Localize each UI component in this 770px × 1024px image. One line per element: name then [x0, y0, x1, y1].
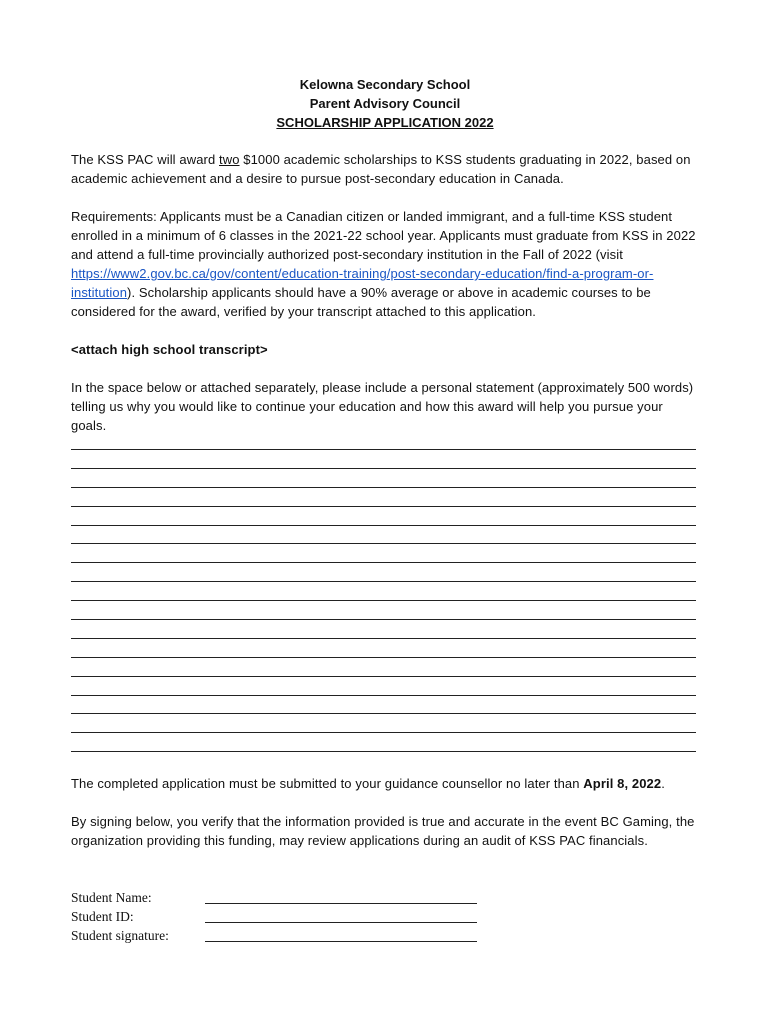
submission-deadline-paragraph [71, 774, 701, 793]
document-header [0, 75, 770, 132]
student-name-field[interactable] [205, 903, 477, 904]
intro-text-start: The KSS PAC will award [71, 152, 219, 167]
personal-statement-lines[interactable] [71, 449, 696, 770]
writing-line[interactable] [71, 506, 696, 507]
submission-text: The completed application must be submitted to your guidance counsellor no later than [71, 776, 584, 791]
student-signature-row [71, 926, 491, 945]
school-name: Kelowna Secondary School [299, 77, 471, 92]
student-id-label: Student ID: [71, 909, 134, 924]
writing-line[interactable] [71, 525, 696, 526]
writing-line[interactable] [71, 676, 696, 677]
personal-statement-prompt: In the space below or attached separately, please include a personal statement (approximately 500 words) telling us why you would like to continue your education and how this award will help you pursue your goals. [71, 380, 694, 433]
writing-line[interactable] [71, 449, 696, 450]
requirements-paragraph [71, 207, 701, 321]
writing-line[interactable] [71, 543, 696, 544]
writing-line[interactable] [71, 638, 696, 639]
attach-transcript-note: <attach high school transcript> [71, 342, 268, 357]
writing-line[interactable] [71, 487, 696, 488]
post-secondary-link[interactable]: https://www2.gov.bc.ca/gov/content/education-training/post-secondary-education/find-a-program-or-institution [71, 266, 654, 300]
requirements-text-end: ). Scholarship applicants should have a 90% average or above in academic courses to be considered for the award, verified by your transcript attached to this application. [71, 285, 651, 319]
writing-line[interactable] [71, 619, 696, 620]
student-signature-field[interactable] [205, 941, 477, 942]
intro-text-end: $1000 academic scholarships to KSS students graduating in 2022, based on academic achievement and a desire to pursue post-secondary education in Canada. [71, 152, 691, 186]
writing-line[interactable] [71, 695, 696, 696]
intro-emphasis: two [219, 152, 240, 167]
signature-block [71, 888, 491, 945]
student-id-row [71, 907, 491, 926]
writing-line[interactable] [71, 581, 696, 582]
writing-line[interactable] [71, 562, 696, 563]
writing-line[interactable] [71, 468, 696, 469]
document-title: SCHOLARSHIP APPLICATION 2022 [276, 115, 494, 130]
writing-line[interactable] [71, 732, 696, 733]
writing-line[interactable] [71, 600, 696, 601]
writing-line[interactable] [71, 751, 696, 752]
student-name-label: Student Name: [71, 890, 152, 905]
writing-line[interactable] [71, 713, 696, 714]
student-name-row [71, 888, 491, 907]
deadline-date: April 8, 2022 [583, 776, 662, 791]
council-name: Parent Advisory Council [309, 96, 461, 111]
student-signature-label: Student signature: [71, 928, 169, 943]
requirements-text-start: Requirements: Applicants must be a Canadian citizen or landed immigrant, and a full-time KSS student enrolled in a minimum of 6 classes in the 2021-22 school year. Applicants must graduate from KSS in 2022 and attend a full-time provincially authorized post-secondary institution in the Fall of 2022 (visit [71, 209, 696, 262]
writing-line[interactable] [71, 657, 696, 658]
submission-text-end: . [661, 776, 665, 791]
student-id-field[interactable] [205, 922, 477, 923]
verification-paragraph: By signing below, you verify that the information provided is true and accurate in the event BC Gaming, the organization providing this funding, may review applications during an audit of KSS PAC financials. [71, 814, 695, 848]
intro-paragraph [71, 150, 701, 188]
